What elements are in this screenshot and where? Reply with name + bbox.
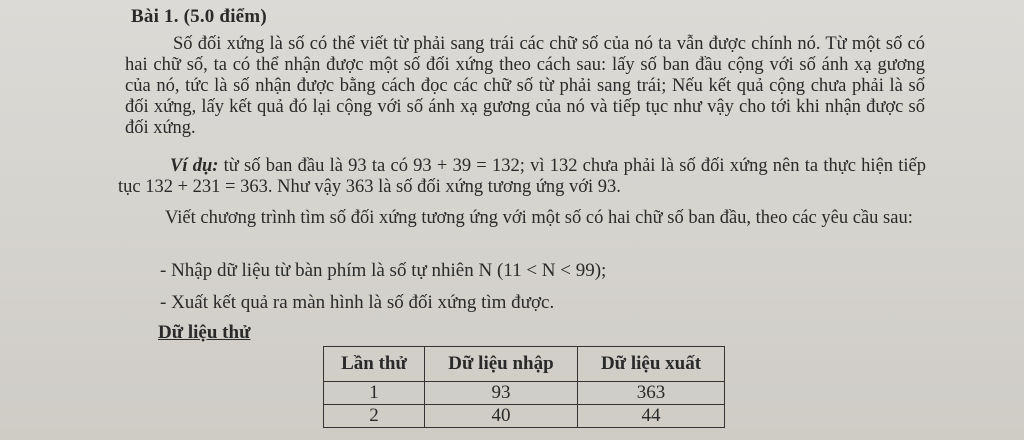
cell-trial: 2 <box>324 405 425 428</box>
column-header-trial: Lần thử <box>324 347 425 382</box>
example-lead: Ví dụ: <box>170 156 219 176</box>
cell-output: 363 <box>578 382 725 405</box>
example-text: từ số ban đầu là 93 ta có 93 + 39 = 132; vì 132 chưa phải là số đối xứng nên ta thực hiện tiếp tục 132 + 231 = 363. Như vậy 363 là số đối xứng tương ứng với 93. <box>118 156 926 197</box>
definition-paragraph: Số đối xứng là số có thể viết từ phải sang trái các chữ số của nó ta vẫn được chính nó. Từ một số có hai chữ số, ta có thể nhận được một số đối xứng theo cách sau: lấy số ban đầu cộng với số ánh xạ gương của nó, tức là số nhận được bằng cách đọc các chữ số từ phải sang trái; Nếu kết quả cộng chưa phải là số đối xứng, lấy kết quả đó lại cộng với số ánh xạ gương của nó và tiếp tục như vậy cho tới khi nhận được số đối xứng. <box>125 34 925 138</box>
table-header-row <box>324 347 725 382</box>
cell-output: 44 <box>578 405 725 428</box>
column-header-input: Dữ liệu nhập <box>425 347 578 382</box>
table-row <box>324 405 725 428</box>
test-data-heading: Dữ liệu thử <box>158 322 251 343</box>
cell-input: 40 <box>425 405 578 428</box>
cell-trial: 1 <box>324 382 425 405</box>
column-header-output: Dữ liệu xuất <box>578 347 725 382</box>
task-paragraph: Viết chương trình tìm số đối xứng tương ứng với một số có hai chữ số ban đầu, theo các yêu cầu sau: <box>165 208 913 228</box>
exercise-heading: Bài 1. (5.0 điểm) <box>131 6 267 27</box>
table-row <box>324 382 725 405</box>
test-data-table <box>323 346 725 428</box>
example-paragraph <box>118 156 926 198</box>
requirement-output: - Xuất kết quả ra màn hình là số đối xứng tìm được. <box>160 292 555 313</box>
cell-input: 93 <box>425 382 578 405</box>
requirement-input: - Nhập dữ liệu từ bàn phím là số tự nhiên N (11 < N < 99); <box>160 260 607 281</box>
